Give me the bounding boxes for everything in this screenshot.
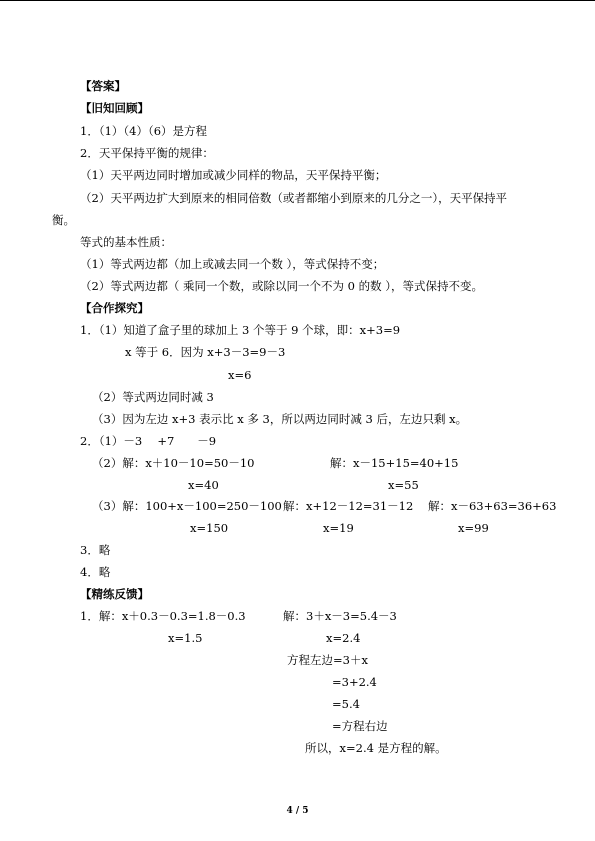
review-line-4a: （2）天平两边扩大到原来的相同倍数（或者都缩小到原来的几分之一），天平保持平 (80, 191, 508, 205)
review-line-6: （1）等式两边都（加上或减去同一个数 ），等式保持不变； (80, 257, 385, 271)
practice-q1-left: 1．解：x＋0.3－0.3=1.8－0.3 (80, 609, 246, 623)
heading-explore: 【合作探究】 (80, 301, 149, 315)
practice-q1-right-result: x=2.4 (326, 631, 361, 645)
practice-check-4: =方程右边 (332, 719, 388, 733)
practice-check-2: =3+2.4 (332, 675, 377, 689)
explore-1e: （3）因为左边 x+3 表示比 x 多 3，所以两边同时减 3 后，左边只剩 x。 (92, 412, 468, 426)
explore-2d-1: （3）解：100+x－100=250－100 (92, 499, 282, 513)
explore-2b-right: 解：x－15+15=40+15 (330, 456, 459, 470)
explore-3: 3．略 (80, 543, 111, 557)
practice-check-3: =5.4 (332, 697, 360, 711)
explore-4: 4．略 (80, 565, 111, 579)
explore-2c-left: x=40 (188, 478, 219, 492)
explore-1a: 1．（1）知道了盒子里的球加上 3 个等于 9 个球，即：x+3=9 (80, 323, 401, 337)
review-line-5: 等式的基本性质： (80, 235, 172, 249)
practice-conclusion: 所以，x=2.4 是方程的解。 (305, 741, 447, 755)
explore-1d: （2）等式两边同时减 3 (92, 390, 214, 404)
top-rule (0, 0, 595, 1)
review-line-1: 1．（1）（4）（6）是方程 (80, 124, 208, 138)
explore-2d-2: 解：x+12－12=31－12 (283, 499, 414, 513)
explore-2d-3: 解：x－63+63=36+63 (428, 499, 557, 513)
explore-2e-1: x=150 (190, 521, 229, 535)
review-line-7: （2）等式两边都（ 乘同一个数，或除以同一个不为 0 的数 ），等式保持不变。 (80, 279, 484, 293)
review-line-2: 2．天平保持平衡的规律： (80, 146, 214, 160)
review-line-3: （1）天平两边同时增加或减少同样的物品，天平保持平衡； (80, 168, 387, 182)
heading-answer: 【答案】 (80, 79, 126, 93)
heading-practice: 【精练反馈】 (80, 587, 149, 601)
explore-1b: x 等于 6．因为 x+3－3=9－3 (125, 345, 286, 359)
explore-2c-right: x=55 (388, 478, 419, 492)
review-line-4b: 衡。 (52, 213, 75, 227)
page-number: 4 / 5 (286, 806, 309, 816)
explore-2a: 2．（1）－3 +7 －9 (80, 434, 217, 448)
heading-review: 【旧知回顾】 (80, 101, 149, 115)
practice-q1-left-result: x=1.5 (168, 631, 203, 645)
explore-1c: x=6 (228, 368, 252, 382)
explore-2e-3: x=99 (458, 521, 489, 535)
practice-q1-right: 解：3＋x－3=5.4－3 (283, 609, 397, 623)
explore-2e-2: x=19 (323, 521, 354, 535)
practice-check-1: 方程左边=3＋x (287, 653, 368, 667)
explore-2b-left: （2）解：x＋10－10=50－10 (92, 456, 255, 470)
